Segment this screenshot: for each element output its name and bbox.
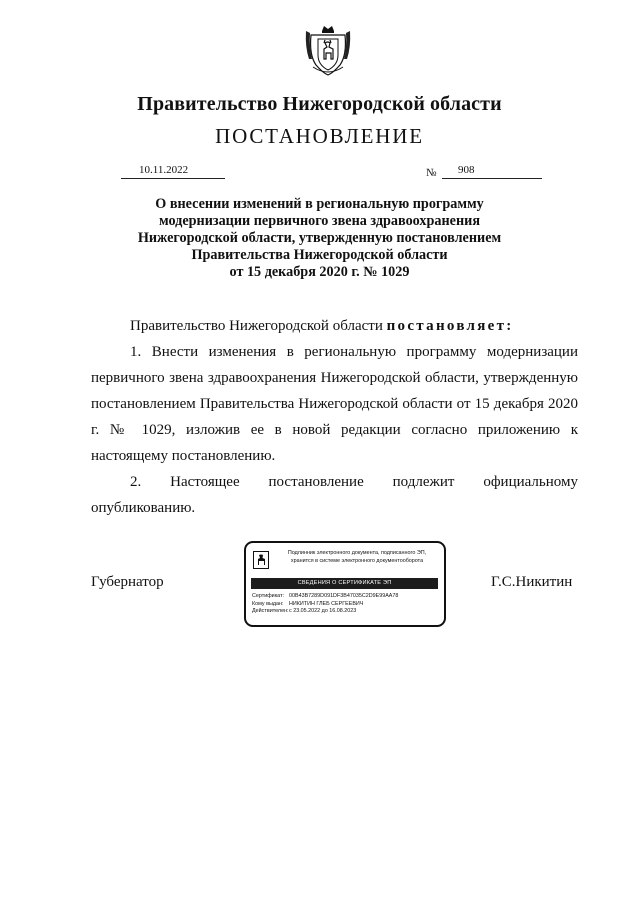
intro-verb: постановляет: bbox=[386, 318, 514, 334]
resolution-intro bbox=[91, 313, 578, 339]
intro-lead: Правительство Нижегородской области bbox=[130, 318, 383, 334]
stamp-owner-row bbox=[252, 601, 398, 609]
title-line: Правительства Нижегородской области bbox=[191, 247, 448, 263]
stamp-valid-row bbox=[252, 608, 398, 616]
document-date-field bbox=[121, 163, 225, 179]
stamp-valid-value: с 23.05.2022 до 16.08.2023 bbox=[289, 608, 357, 614]
document-date: 10.11.2022 bbox=[139, 164, 189, 176]
title-line: модернизации первичного звена здравоохранения bbox=[159, 213, 480, 229]
stamp-band: СВЕДЕНИЯ О СЕРТИФИКАТЕ ЭП bbox=[251, 578, 438, 589]
signatory-name: Г.С.Никитин bbox=[491, 574, 573, 590]
stamp-header bbox=[272, 549, 442, 565]
stamp-owner-label: Кому выдан: bbox=[252, 600, 284, 607]
document-number: 908 bbox=[458, 164, 475, 176]
signatory-position: Губернатор bbox=[91, 574, 164, 590]
stamp-header-line: хранится в системе электронного документооборота bbox=[290, 558, 424, 564]
document-number-label: № bbox=[426, 167, 437, 179]
stamp-cert-label: Сертификат: bbox=[252, 593, 285, 599]
electronic-signature-stamp bbox=[244, 541, 446, 627]
coat-of-arms-icon bbox=[303, 25, 353, 77]
organization-name: Правительство Нижегородской области bbox=[137, 93, 502, 115]
document-type: ПОСТАНОВЛЕНИЕ bbox=[215, 124, 424, 148]
stamp-cert-value: 00B43B7289D091DF3B47035C2D9E99AA78 bbox=[289, 593, 399, 599]
document-title bbox=[100, 196, 539, 281]
stamp-header-line: Подлинник электронного документа, подписанного ЭП, bbox=[287, 550, 427, 556]
deer-emblem-icon bbox=[253, 551, 269, 569]
point-2-text: 2. Настоящее постановление подлежит официальному опубликованию. bbox=[91, 474, 578, 516]
point-2 bbox=[91, 469, 578, 521]
title-line: Нижегородской области, утвержденную постановлением bbox=[137, 230, 502, 246]
title-line: от 15 декабря 2020 г. № 1029 bbox=[229, 264, 410, 280]
title-line: О внесении изменений в региональную программу bbox=[155, 196, 484, 212]
document-number-field bbox=[442, 163, 542, 179]
stamp-cert-row bbox=[252, 593, 398, 601]
point-1 bbox=[91, 339, 578, 469]
stamp-valid-label: Действителен: bbox=[252, 608, 289, 614]
point-1-text: 1. Внести изменения в региональную программу модернизации первичного звена здравоохранения Нижегородской области, утвержденную постановлением Правительства Нижегородской области от 15 декабря 2020 г. № 1029, изложив ее в новой редакции согласно приложению к настоящему постановлению. bbox=[91, 344, 578, 464]
stamp-owner-value: НИКИТИН ГЛЕБ СЕРГЕЕВИЧ bbox=[289, 600, 364, 607]
stamp-details bbox=[252, 593, 398, 616]
